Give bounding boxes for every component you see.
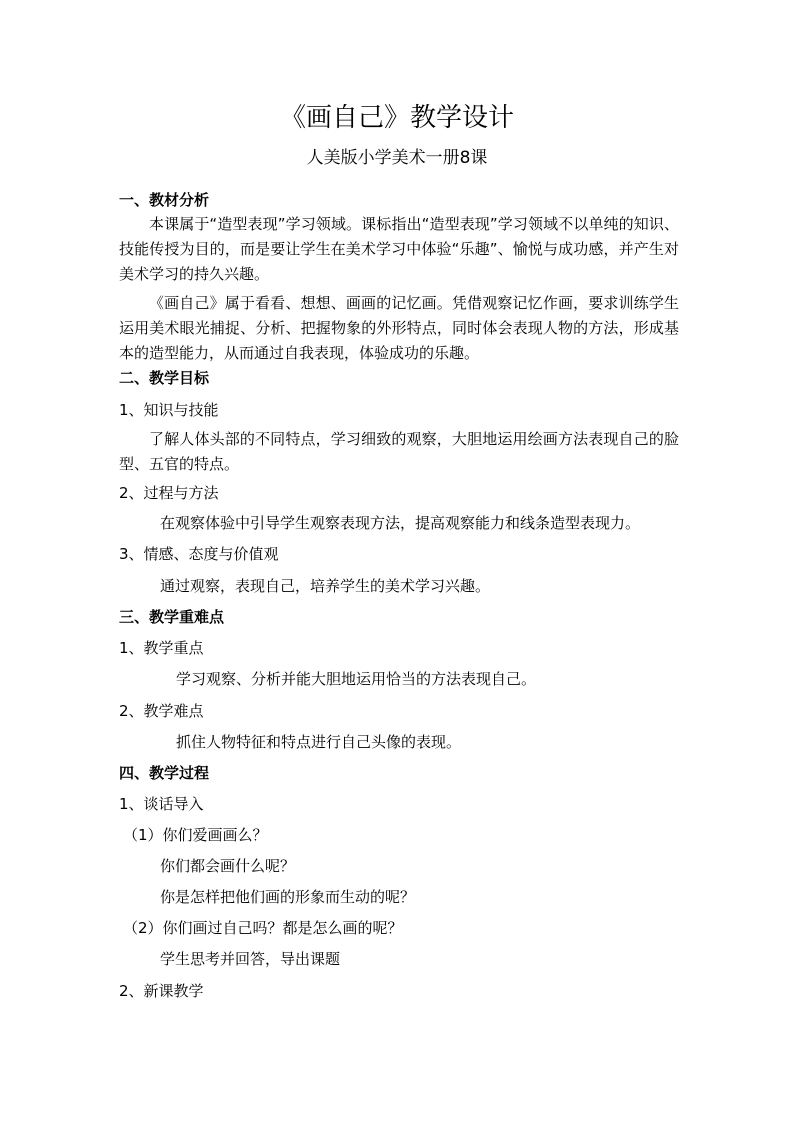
section-heading-key-points: 三、教学重难点: [119, 608, 225, 626]
key-point-label: 1、教学重点: [119, 639, 204, 657]
objective-label-knowledge: 1、知识与技能: [119, 401, 219, 419]
process-question-2: （2）你们画过自己吗？都是怎么画的呢？: [123, 919, 403, 937]
section-heading-objectives: 二、教学目标: [119, 369, 210, 387]
process-question-1b: 你是怎样把他们画的形象而生动的呢？: [160, 888, 416, 906]
section-heading-process: 四、教学过程: [119, 764, 210, 782]
difficult-point-text: 抓住人物特征和特点进行自己头像的表现。: [176, 733, 462, 751]
objective-text-knowledge: 了解人体头部的不同特点，学习细致的观察，大胆地运用绘画方法表现自己的脸型、五官的特点。: [119, 430, 679, 473]
paragraph-analysis-2: 《画自己》属于看看、想想、画画的记忆画。凭借观察记忆作画，要求训练学生运用美术眼光捕捉、分析、把握物象的外形特点，同时体会表现人物的方法，形成基本的造型能力，从而通过自我表现，体验成功的乐趣。: [119, 294, 679, 362]
objective-label-emotion: 3、情感、态度与价值观: [119, 545, 279, 563]
process-question-1a: 你们都会画什么呢？: [160, 857, 296, 875]
process-answer-2: 学生思考并回答，导出课题: [160, 950, 341, 968]
section-heading-analysis: 一、教材分析: [119, 191, 210, 209]
process-question-1: （1）你们爱画画么？: [123, 826, 268, 844]
key-point-text: 学习观察、分析并能大胆地运用恰当的方法表现自己。: [176, 670, 537, 688]
paragraph-analysis-1: 本课属于“造型表现”学习领域。课标指出“造型表现”学习领域不以单纯的知识、技能传授为目的，而是要让学生在美术学习中体验“乐趣”、愉悦与成功感，并产生对美术学习的持久兴趣。: [119, 215, 679, 283]
difficult-point-label: 2、教学难点: [119, 702, 204, 720]
document-title: 《画自己》教学设计: [279, 103, 514, 133]
objective-label-process: 2、过程与方法: [119, 484, 219, 502]
process-step-new-lesson-label: 2、新课教学: [119, 982, 204, 1000]
objective-text-process: 在观察体验中引导学生观察表现方法，提高观察能力和线条造型表现力。: [160, 514, 641, 532]
document-subtitle: 人美版小学美术一册8课: [306, 148, 488, 168]
objective-text-emotion: 通过观察，表现自己，培养学生的美术学习兴趣。: [160, 577, 491, 595]
process-step-intro-label: 1、谈话导入: [119, 795, 204, 813]
